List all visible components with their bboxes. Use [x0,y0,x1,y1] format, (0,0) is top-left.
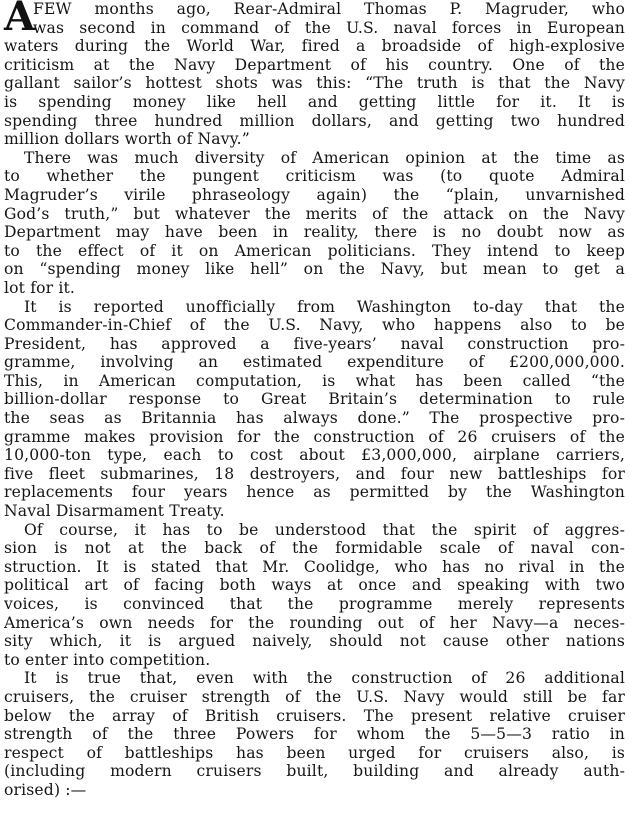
text-line: below the array of British cruisers. The present relative cruiser [4,706,625,725]
text-line: orised) :— [4,780,87,799]
paragraph-3 [4,298,625,521]
text-line: President, has approved a five-years’ naval construction pro- [4,334,625,353]
text-line: lot for it. [4,278,76,297]
text-line: on “spending money like hell” on the Navy, but mean to get a [4,260,625,279]
text-line: waters during the World War, fired a broadside of high-explosive [4,37,625,56]
text-line: the seas as Britannia has always done.” The prospective pro- [4,409,625,428]
text-line: gramme, involving an estimated expenditure of £200,000,000. [4,353,625,372]
text-line: Commander-in-Chief of the U.S. Navy, who happens also to be [4,316,625,335]
text-line: billion-dollar response to Great Britain’s determination to rule [4,390,625,409]
text-line: It is true that, even with the construction of 26 additional [24,669,625,688]
text-line: It is reported unofficially from Washington to-day that the [24,297,625,316]
text-line: gallant sailor’s hottest shots was this: “The truth is that the Navy [4,74,625,93]
paragraph-1 [4,0,625,149]
paragraph-4 [4,521,625,670]
text-line: Of course, it has to be understood that the spirit of aggres- [24,520,625,539]
text-line: spending three hundred million dollars, and getting two hundred [4,111,625,130]
text-line: sion is not at the back of the formidable scale of naval con- [4,539,625,558]
text-line: 10,000-ton type, each to cost about £3,000,000, airplane carriers, [4,446,625,465]
text-line: sity which, it is argued naively, should not cause other nations [4,632,625,651]
text-line: America’s own needs for the rounding out of her Navy—a neces- [4,613,625,632]
text-line: to the effect of it on American politicians. They intend to keep [4,241,625,260]
text-line: to enter into competition. [4,650,211,669]
paragraph-2 [4,149,625,298]
text-line: This, in American computation, is what has been called “the [4,371,625,390]
text-line: respect of battleships has been urged for cruisers also, is [4,743,625,762]
text-line: cruisers, the cruiser strength of the U.S. Navy would still be far [4,687,625,706]
text-line: struction. It is stated that Mr. Coolidge, who has no rival in the [4,557,625,576]
text-line: criticism at the Navy Department of his country. One of the [4,55,625,74]
text-line: FEW months ago, Rear-Admiral Thomas P. Magruder, who [33,0,625,18]
text-line: God’s truth,” but whatever the merits of the attack on the Navy [4,204,625,223]
text-line: political art of facing both ways at once and speaking with two [4,576,625,595]
text-line: to whether the pungent criticism was (to quote Admiral [4,167,625,186]
text-line: replacements four years hence as permitted by the Washington [4,483,625,502]
text-line: million dollars worth of Navy.” [4,130,250,149]
drop-cap: A [4,0,36,40]
text-line: Naval Disarmament Treaty. [4,502,225,521]
text-line: voices, is convinced that the programme merely represents [4,595,625,613]
text-line: is spending money like hell and getting little for it. It is [4,92,625,111]
text-line: was second in command of the U.S. naval forces in European [33,18,625,37]
text-line: (including modern cruisers built, building and already auth- [4,762,625,781]
text-line: There was much diversity of American opinion at the time as [24,148,625,167]
text-line: Magruder’s virile phraseology again) the “plain, unvarnished [4,185,625,204]
text-line: gramme makes provision for the construction of 26 cruisers of the [4,427,625,446]
text-line: Department may have been in reality, there is no doubt now as [4,223,625,242]
text-line: five fleet submarines, 18 destroyers, and four new battleships for [4,464,625,483]
text-line: strength of the three Powers for whom the 5—5—3 ratio in [4,725,625,744]
paragraph-5 [4,669,625,799]
